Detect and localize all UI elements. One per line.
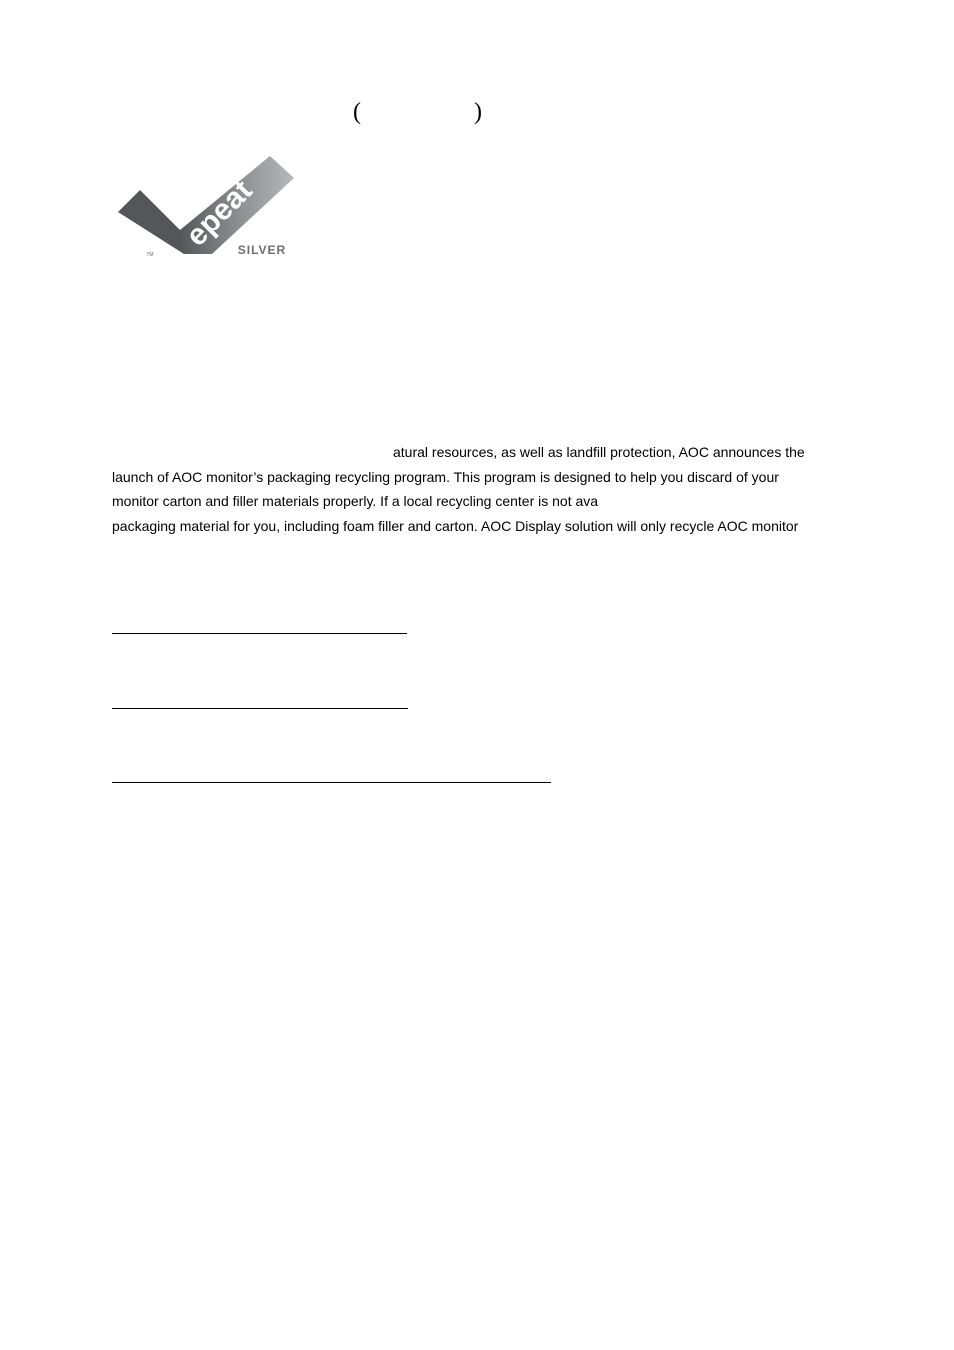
underline-rule-1 — [112, 633, 407, 634]
body-text-line-4: packaging material for you, including foam filler and carton. AOC Display solution will only recycle AOC monitor — [112, 518, 799, 534]
epeat-wordmark: epeat — [179, 173, 259, 253]
epeat-silver-logo-icon — [114, 150, 300, 265]
body-text-line-3: monitor carton and filler materials properly. If a local recycling center is not ava — [112, 493, 599, 509]
open-parenthesis: ( — [353, 99, 361, 125]
trademark-mark: TM — [146, 252, 154, 258]
underline-rule-2 — [112, 708, 408, 709]
epeat-tier-label: SILVER — [237, 243, 287, 257]
body-text-line-1: atural resources, as well as landfill protection, AOC announces the — [393, 444, 805, 460]
close-parenthesis: ) — [474, 99, 482, 125]
body-text-line-2: launch of AOC monitor’s packaging recycling program. This program is designed to help you discard of your — [112, 469, 779, 485]
underline-rule-3 — [112, 782, 551, 783]
